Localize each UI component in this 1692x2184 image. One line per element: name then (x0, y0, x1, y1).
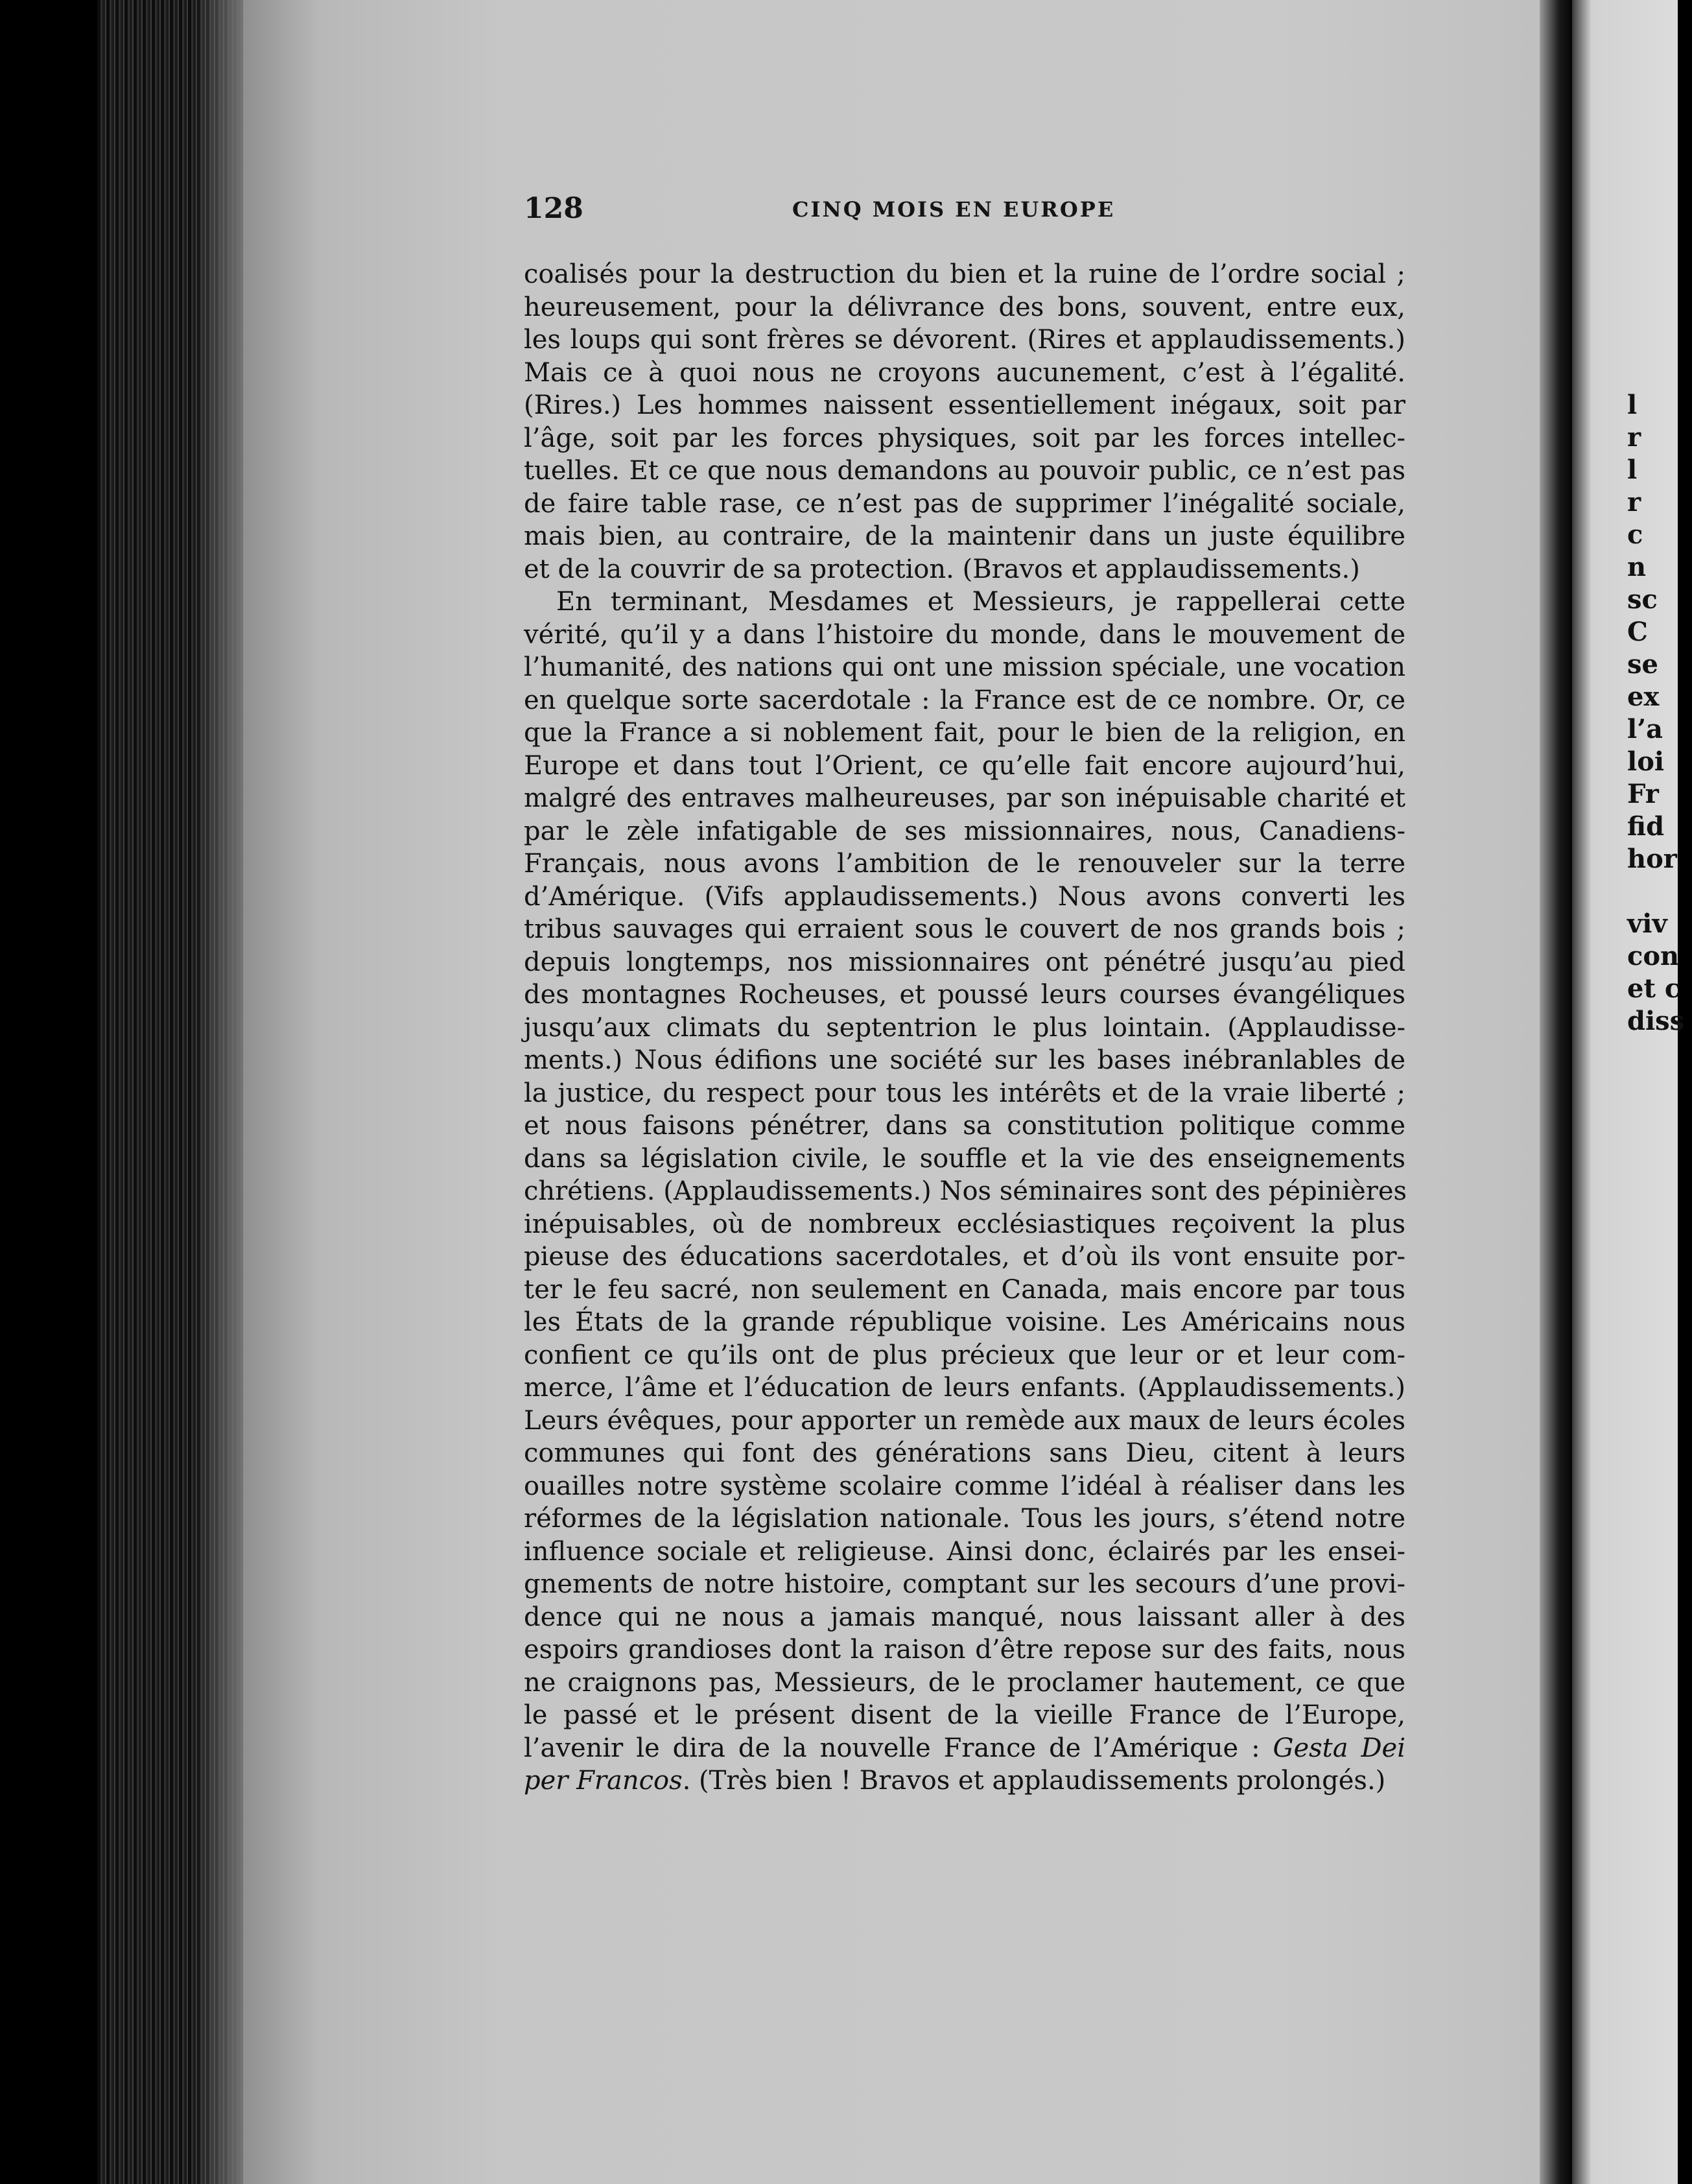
text-line: Leurs évêques, pour apporter un remède aux maux de leurs écoles (524, 1405, 1405, 1436)
text-line: Europe et dans tout l’Orient, ce qu’elle fait encore aujourd’hui, (524, 750, 1405, 781)
facing-fragment: loi (1627, 746, 1665, 777)
text-line: malgré des entraves malheureuses, par son inépuisable charité et (524, 783, 1405, 813)
facing-fragment: fid (1627, 811, 1665, 842)
text-line: des montagnes Rocheuses, et poussé leurs courses évangéliques (524, 980, 1405, 1010)
text-line: depuis longtemps, nos missionnaires ont pénétré jusqu’au pied (524, 947, 1405, 977)
text-line: Français, nous avons l’ambition de le renouveler sur la terre (524, 849, 1405, 879)
text-line: coalisés pour la destruction du bien et la ruine de l’ordre social ; (524, 259, 1405, 289)
text-line: le passé et le présent disent de la vieille France de l’Europe, (524, 1700, 1405, 1730)
text-line: en quelque sorte sacerdotale : la France est de ce nombre. Or, ce (524, 685, 1405, 715)
gutter-shadow (194, 0, 246, 2184)
facing-fragment: con (1627, 941, 1680, 971)
text-line: (Rires.) Les hommes naissent essentiellement inégaux, soit par (524, 390, 1405, 420)
facing-fragment: C (1627, 617, 1648, 647)
facing-fragment: ex (1627, 682, 1660, 712)
facing-fragment: viv (1627, 908, 1667, 939)
text-line: tuelles. Et ce que nous demandons au pouvoir public, ce n’est pas (524, 456, 1405, 486)
facing-fragment: se (1627, 649, 1658, 680)
facing-page-fragments (1627, 389, 1692, 1038)
text-line: communes qui font des générations sans Dieu, citent à leurs (524, 1438, 1405, 1468)
text-line: la justice, du respect pour tous les intérêts et de la vraie liberté ; (524, 1078, 1405, 1108)
text-line: dans sa législation civile, le souffle et la vie des enseignements (524, 1143, 1405, 1174)
text-line: influence sociale et religieuse. Ainsi donc, éclairés par les ensei- (524, 1536, 1405, 1567)
text-line: pieuse des éducations sacerdotales, et d’où ils vont ensuite por- (524, 1242, 1405, 1272)
text-line: gnements de notre histoire, comptant sur les secours d’une provi- (524, 1569, 1405, 1599)
running-head (524, 192, 1405, 231)
facing-fragment: n (1627, 552, 1647, 582)
text-line: En terminant, Mesdames et Messieurs, je rappellerai cette (556, 587, 1405, 617)
latin-phrase-part-1: Gesta Dei (1273, 1733, 1405, 1763)
facing-fragment: l (1627, 390, 1638, 420)
text-line: par le zèle infatigable de ses missionnaires, nous, Canadiens- (524, 816, 1405, 846)
latin-phrase-part-2: per Francos (524, 1766, 683, 1796)
text-line: l’avenir le dira de la nouvelle France de l’Amérique : Gesta Dei (524, 1733, 1405, 1763)
facing-fragment: r (1627, 422, 1641, 453)
text-line: vérité, qu’il y a dans l’histoire du monde, dans le mouvement de (524, 619, 1405, 650)
text-line: merce, l’âme et l’éducation de leurs enfants. (Applaudissements.) (524, 1373, 1405, 1403)
text-line: ouailles notre système scolaire comme l’idéal à réaliser dans les (524, 1471, 1405, 1501)
text-line: espoirs grandioses dont la raison d’être repose sur des faits, nous (524, 1635, 1405, 1665)
facing-fragment: l (1627, 455, 1638, 485)
facing-fragment: Fr (1627, 779, 1659, 809)
running-title: CINQ MOIS EN EUROPE (792, 197, 1116, 222)
text-line: et nous faisons pénétrer, dans sa constitution politique comme (524, 1111, 1405, 1141)
book-fold (1540, 0, 1572, 2184)
facing-fragment: c (1627, 519, 1643, 550)
text-line: heureusement, pour la délivrance des bons, souvent, entre eux, (524, 292, 1405, 322)
text-line-final (524, 1764, 1405, 1798)
text-line: l’humanité, des nations qui ont une mission spéciale, une vocation (524, 652, 1405, 682)
body-text (524, 258, 1405, 1798)
text-line: les États de la grande république voisine. Les Américains nous (524, 1307, 1405, 1337)
text-line: l’âge, soit par les forces physiques, soit par les forces intellec- (524, 423, 1405, 453)
text-line: de faire table rase, ce n’est pas de supprimer l’inégalité sociale, (524, 488, 1405, 519)
text-line: les loups qui sont frères se dévorent. (Rires et applaudissements.) (524, 325, 1405, 355)
facing-fragment: l’a (1627, 714, 1663, 744)
text-line: ne craignons pas, Messieurs, de le proclamer hautement, ce que (524, 1667, 1405, 1698)
page-number: 128 (524, 192, 583, 225)
facing-fragment: diss (1627, 1006, 1685, 1036)
text-line: d’Amérique. (Vifs applaudissements.) Nous avons converti les (524, 881, 1405, 912)
text-line: et de la couvrir de sa protection. (Bravos et applaudissements.) (524, 554, 1360, 584)
facing-page (1572, 0, 1678, 2184)
text-line: tribus sauvages qui erraient sous le couvert de nos grands bois ; (524, 914, 1405, 944)
text-line: ments.) Nous édifions une société sur les bases inébranlables de (524, 1045, 1405, 1075)
facing-fragment: et c (1627, 973, 1681, 1004)
text-line: confient ce qu’ils ont de plus précieux que leur or et leur com- (524, 1340, 1405, 1370)
text-line: que la France a si noblement fait, pour le bien de la religion, en (524, 718, 1405, 748)
facing-fragment: r (1627, 487, 1641, 517)
facing-fragment: hor (1627, 844, 1677, 874)
closing-text: . (Très bien ! Bravos et applaudissements prolongés.) (682, 1766, 1386, 1796)
text-line: mais bien, au contraire, de la maintenir dans un juste équilibre (524, 521, 1405, 551)
text-line: chrétiens. (Applaudissements.) Nos séminaires sont des pépinières (524, 1176, 1407, 1206)
text-line: inépuisables, où de nombreux ecclésiastiques reçoivent la plus (524, 1209, 1405, 1239)
facing-fragment: sc (1627, 584, 1658, 615)
text-line: réformes de la législation nationale. Tous les jours, s’étend notre (524, 1504, 1405, 1534)
text-line: dence qui ne nous a jamais manqué, nous laissant aller à des (524, 1602, 1405, 1632)
facing-fragment (1627, 875, 1692, 908)
text-line: Mais ce à quoi nous ne croyons aucunement, c’est à l’égalité. (524, 357, 1405, 388)
text-line: ter le feu sacré, non seulement en Canada, mais encore par tous (524, 1274, 1405, 1305)
text-line: jusqu’aux climats du septentrion le plus lointain. (Applaudisse- (524, 1012, 1405, 1043)
